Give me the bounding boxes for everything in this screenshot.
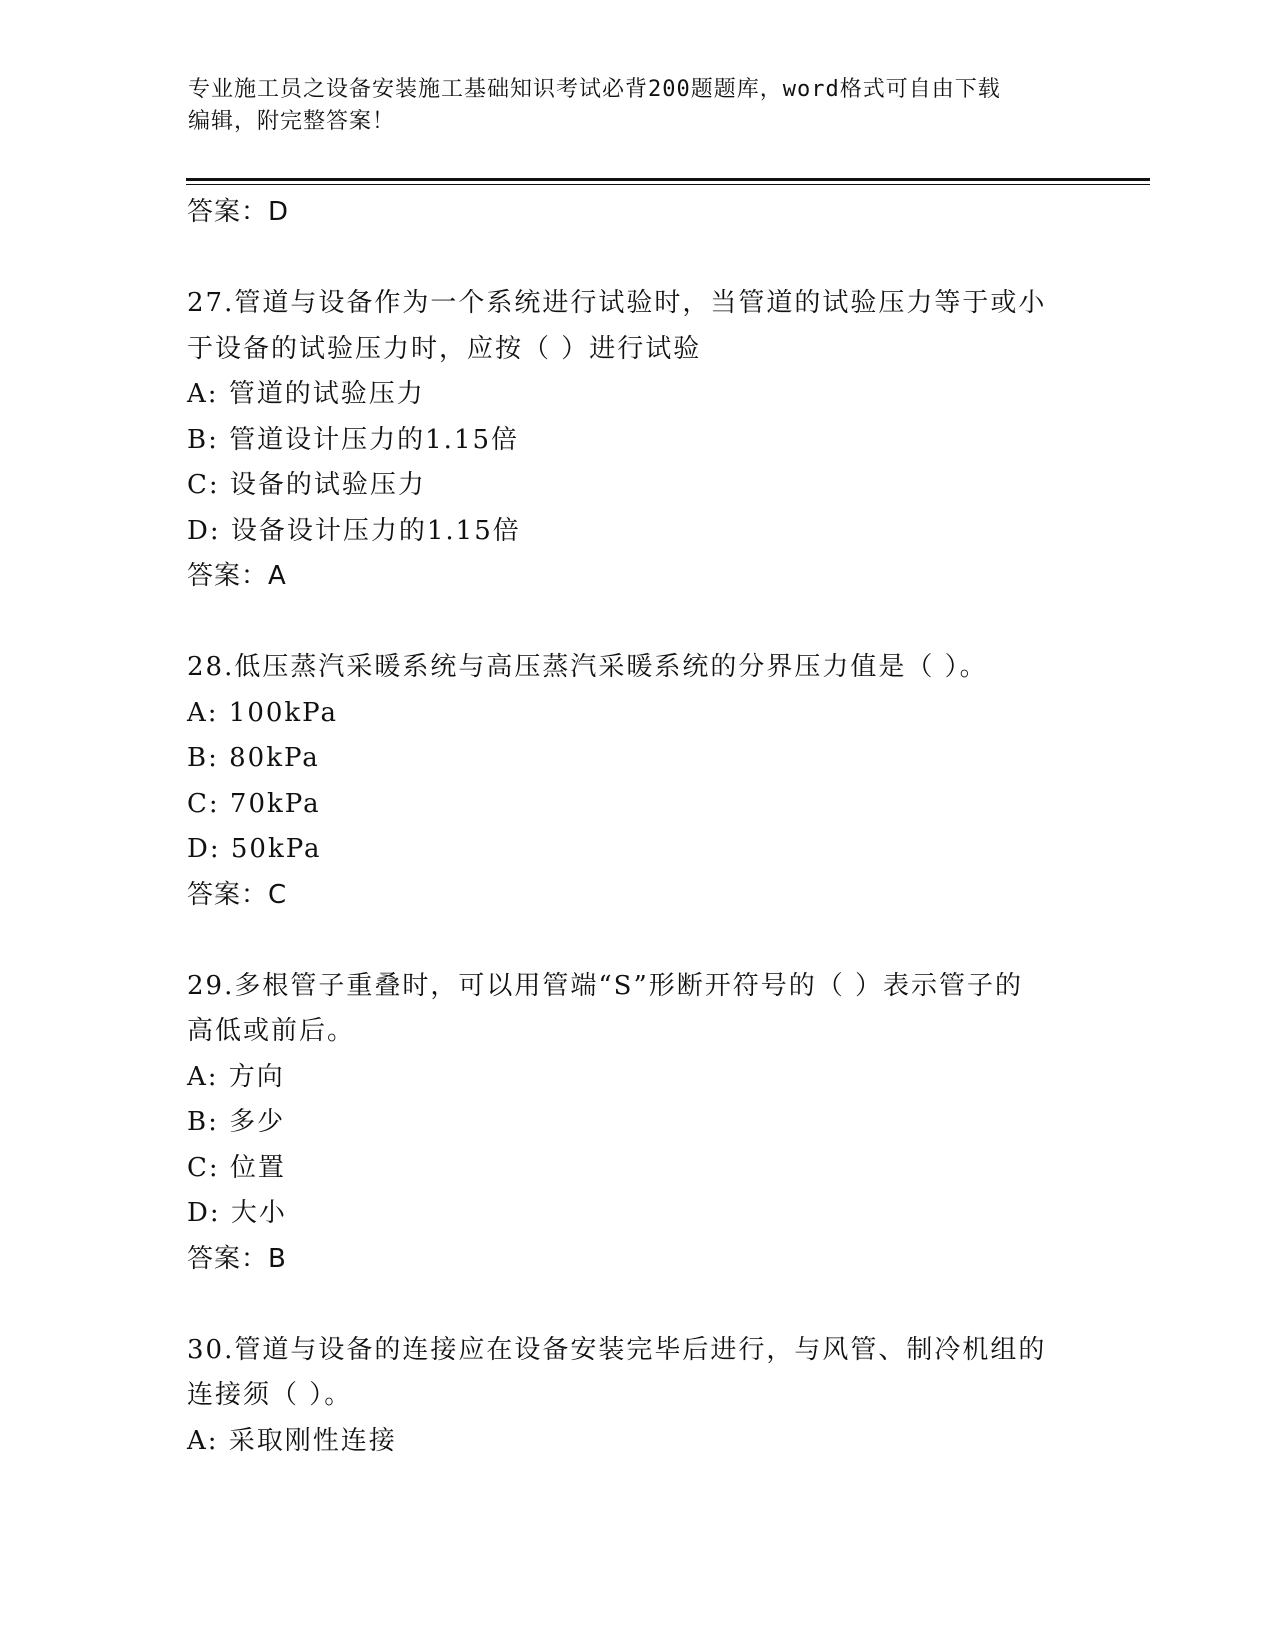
answer-label: 答案：B (187, 1243, 287, 1274)
question-29 (187, 964, 1087, 1283)
header-line-1: 专业施工员之设备安装施工基础知识考试必背200题题库，word格式可自由下载 (188, 77, 1001, 102)
option-a: A: 采取刚性连接 (187, 1425, 397, 1456)
option-a: A: 管道的试验压力 (187, 379, 425, 409)
option-c: C: 70kPa (187, 788, 321, 819)
question-stem: 连接须（ ）。 (187, 1380, 353, 1410)
question-stem: 27.管道与设备作为一个系统进行试验时，当管道的试验压力等于或小 (187, 288, 1047, 318)
header-divider-thin (186, 184, 1150, 185)
option-d: D: 50kPa (187, 834, 322, 864)
question-list (187, 190, 1087, 1464)
question-28 (187, 645, 1087, 918)
question-stem: 高低或前后。 (187, 1016, 356, 1046)
header-line-2: 编辑，附完整答案！ (188, 109, 396, 134)
option-b: B: 管道设计压力的1.15倍 (187, 424, 520, 455)
question-stem: 30.管道与设备的连接应在设备安装完毕后进行，与风管、制冷机组的 (187, 1334, 1047, 1365)
answer-label: 答案：C (187, 879, 288, 910)
question-stem: 28.低压蒸汽采暖系统与高压蒸汽采暖系统的分界压力值是（ ）。 (187, 652, 988, 682)
option-b: B: 80kPa (187, 743, 320, 773)
question-stem: 29.多根管子重叠时，可以用管端“S”形断开符号的（ ）表示管子的 (187, 970, 1024, 1001)
answer-label: 答案：A (187, 561, 287, 591)
question-27 (187, 281, 1087, 600)
document-header (188, 74, 1088, 138)
option-a: A: 100kPa (187, 697, 339, 728)
option-d: D: 设备设计压力的1.15倍 (187, 515, 521, 546)
previous-answer: 答案：D (187, 197, 290, 227)
header-divider-thick (186, 178, 1150, 181)
question-30 (187, 1328, 1087, 1465)
option-c: C: 位置 (187, 1152, 286, 1183)
option-b: B: 多少 (187, 1107, 286, 1137)
option-d: D: 大小 (187, 1198, 287, 1228)
question-stem: 于设备的试验压力时，应按（ ）进行试验 (187, 333, 702, 364)
option-a: A: 方向 (187, 1061, 285, 1092)
option-c: C: 设备的试验压力 (187, 470, 426, 500)
